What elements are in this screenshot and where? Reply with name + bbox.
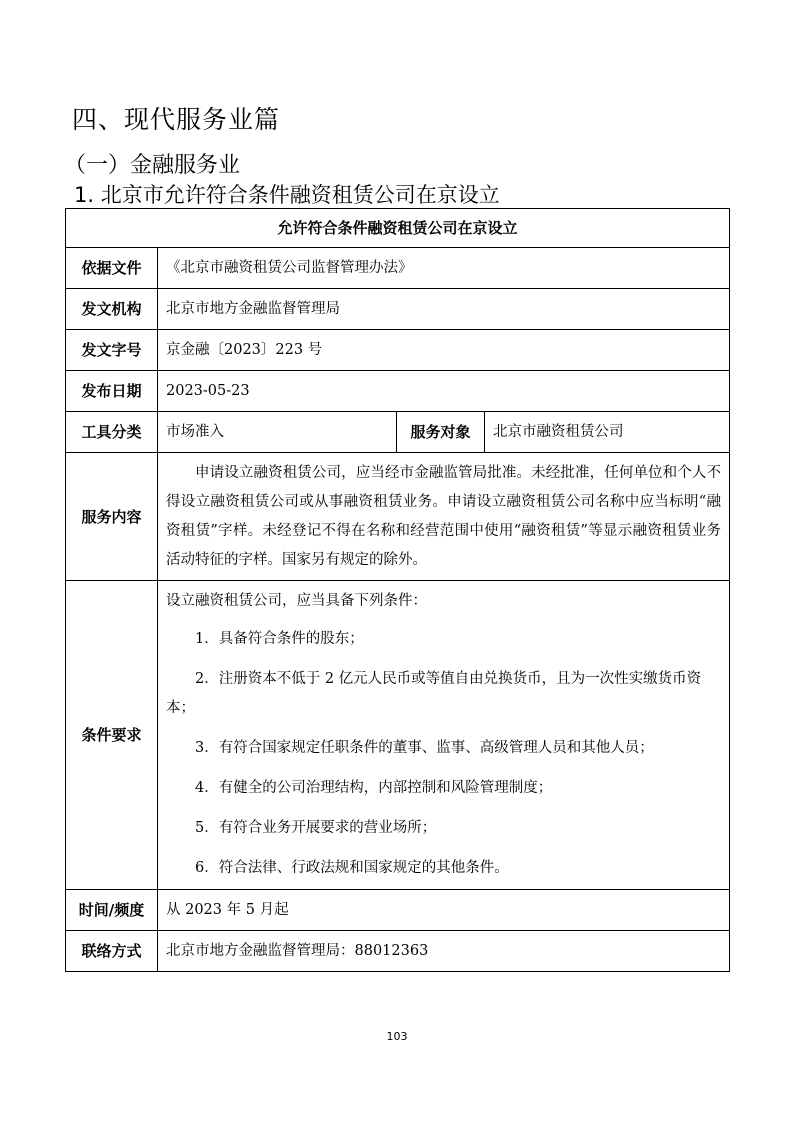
item-heading: 1. 北京市允许符合条件融资租赁公司在京设立: [74, 183, 500, 207]
content-label: 服务内容: [66, 453, 158, 581]
table-row: [66, 931, 730, 972]
contact-label: 联络方式: [66, 931, 158, 972]
content-cell: [158, 453, 730, 581]
conditions-lead: 设立融资租赁公司，应当具备下列条件：: [166, 593, 427, 609]
table-row: [66, 890, 730, 931]
date-label: 发布日期: [66, 371, 158, 412]
condition-item: 1．具备符合条件的股东；: [195, 631, 364, 647]
issuer-label: 发文机构: [66, 289, 158, 330]
table-title-row: [66, 209, 730, 248]
part-heading: 四、现代服务业篇: [72, 105, 281, 134]
date-value: 2023-05-23: [158, 371, 730, 412]
condition-item: 2．注册资本不低于 2 亿元人民币或等值自由兑换货币，且为一次性实缴货币资本；: [166, 671, 702, 716]
table-row: [66, 371, 730, 412]
condition-item: 4．有健全的公司治理结构，内部控制和风险管理制度；: [195, 780, 553, 796]
content-text: 申请设立融资租赁公司，应当经市金融监管局批准。未经批准，任何单位和个人不得设立融资租赁公司或从事融资租赁业务。申请设立融资租赁公司名称中应当标明“融资租赁”字样。未经登记不得在名称和经营范围中使用“融资租赁”等显示融资租赁业务活动特征的字样。国家另有规定的除外。: [166, 464, 722, 568]
table-row: [66, 330, 730, 371]
condition-item: 6．符合法律、行政法规和国家规定的其他条件。: [195, 860, 509, 876]
table-title: 允许符合条件融资租赁公司在京设立: [66, 209, 730, 248]
contact-value: 北京市地方金融监督管理局：88012363: [158, 931, 730, 972]
basis-value: 《北京市融资租赁公司监督管理办法》: [158, 248, 730, 289]
tool-label: 工具分类: [66, 412, 158, 453]
tool-value: 市场准入: [158, 412, 397, 453]
section-heading: （一）金融服务业: [64, 153, 241, 178]
docno-label: 发文字号: [66, 330, 158, 371]
table-row: [66, 581, 730, 890]
table-row: [66, 453, 730, 581]
basis-label: 依据文件: [66, 248, 158, 289]
condition-item: 3．有符合国家规定任职条件的董事、监事、高级管理人员和其他人员；: [195, 740, 654, 756]
page-number: 103: [386, 1030, 408, 1043]
target-label: 服务对象: [397, 412, 485, 453]
policy-table: [65, 208, 730, 972]
time-value: 从 2023 年 5 月起: [158, 890, 730, 931]
conditions-cell: [158, 581, 730, 890]
issuer-value: 北京市地方金融监督管理局: [158, 289, 730, 330]
condition-item: 5．有符合业务开展要求的营业场所；: [195, 820, 437, 836]
target-value: 北京市融资租赁公司: [485, 412, 730, 453]
table-row: [66, 248, 730, 289]
table-row: [66, 289, 730, 330]
time-label: 时间/频度: [66, 890, 158, 931]
conditions-label: 条件要求: [66, 581, 158, 890]
docno-value: 京金融〔2023〕223 号: [158, 330, 730, 371]
table-row: [66, 412, 730, 453]
